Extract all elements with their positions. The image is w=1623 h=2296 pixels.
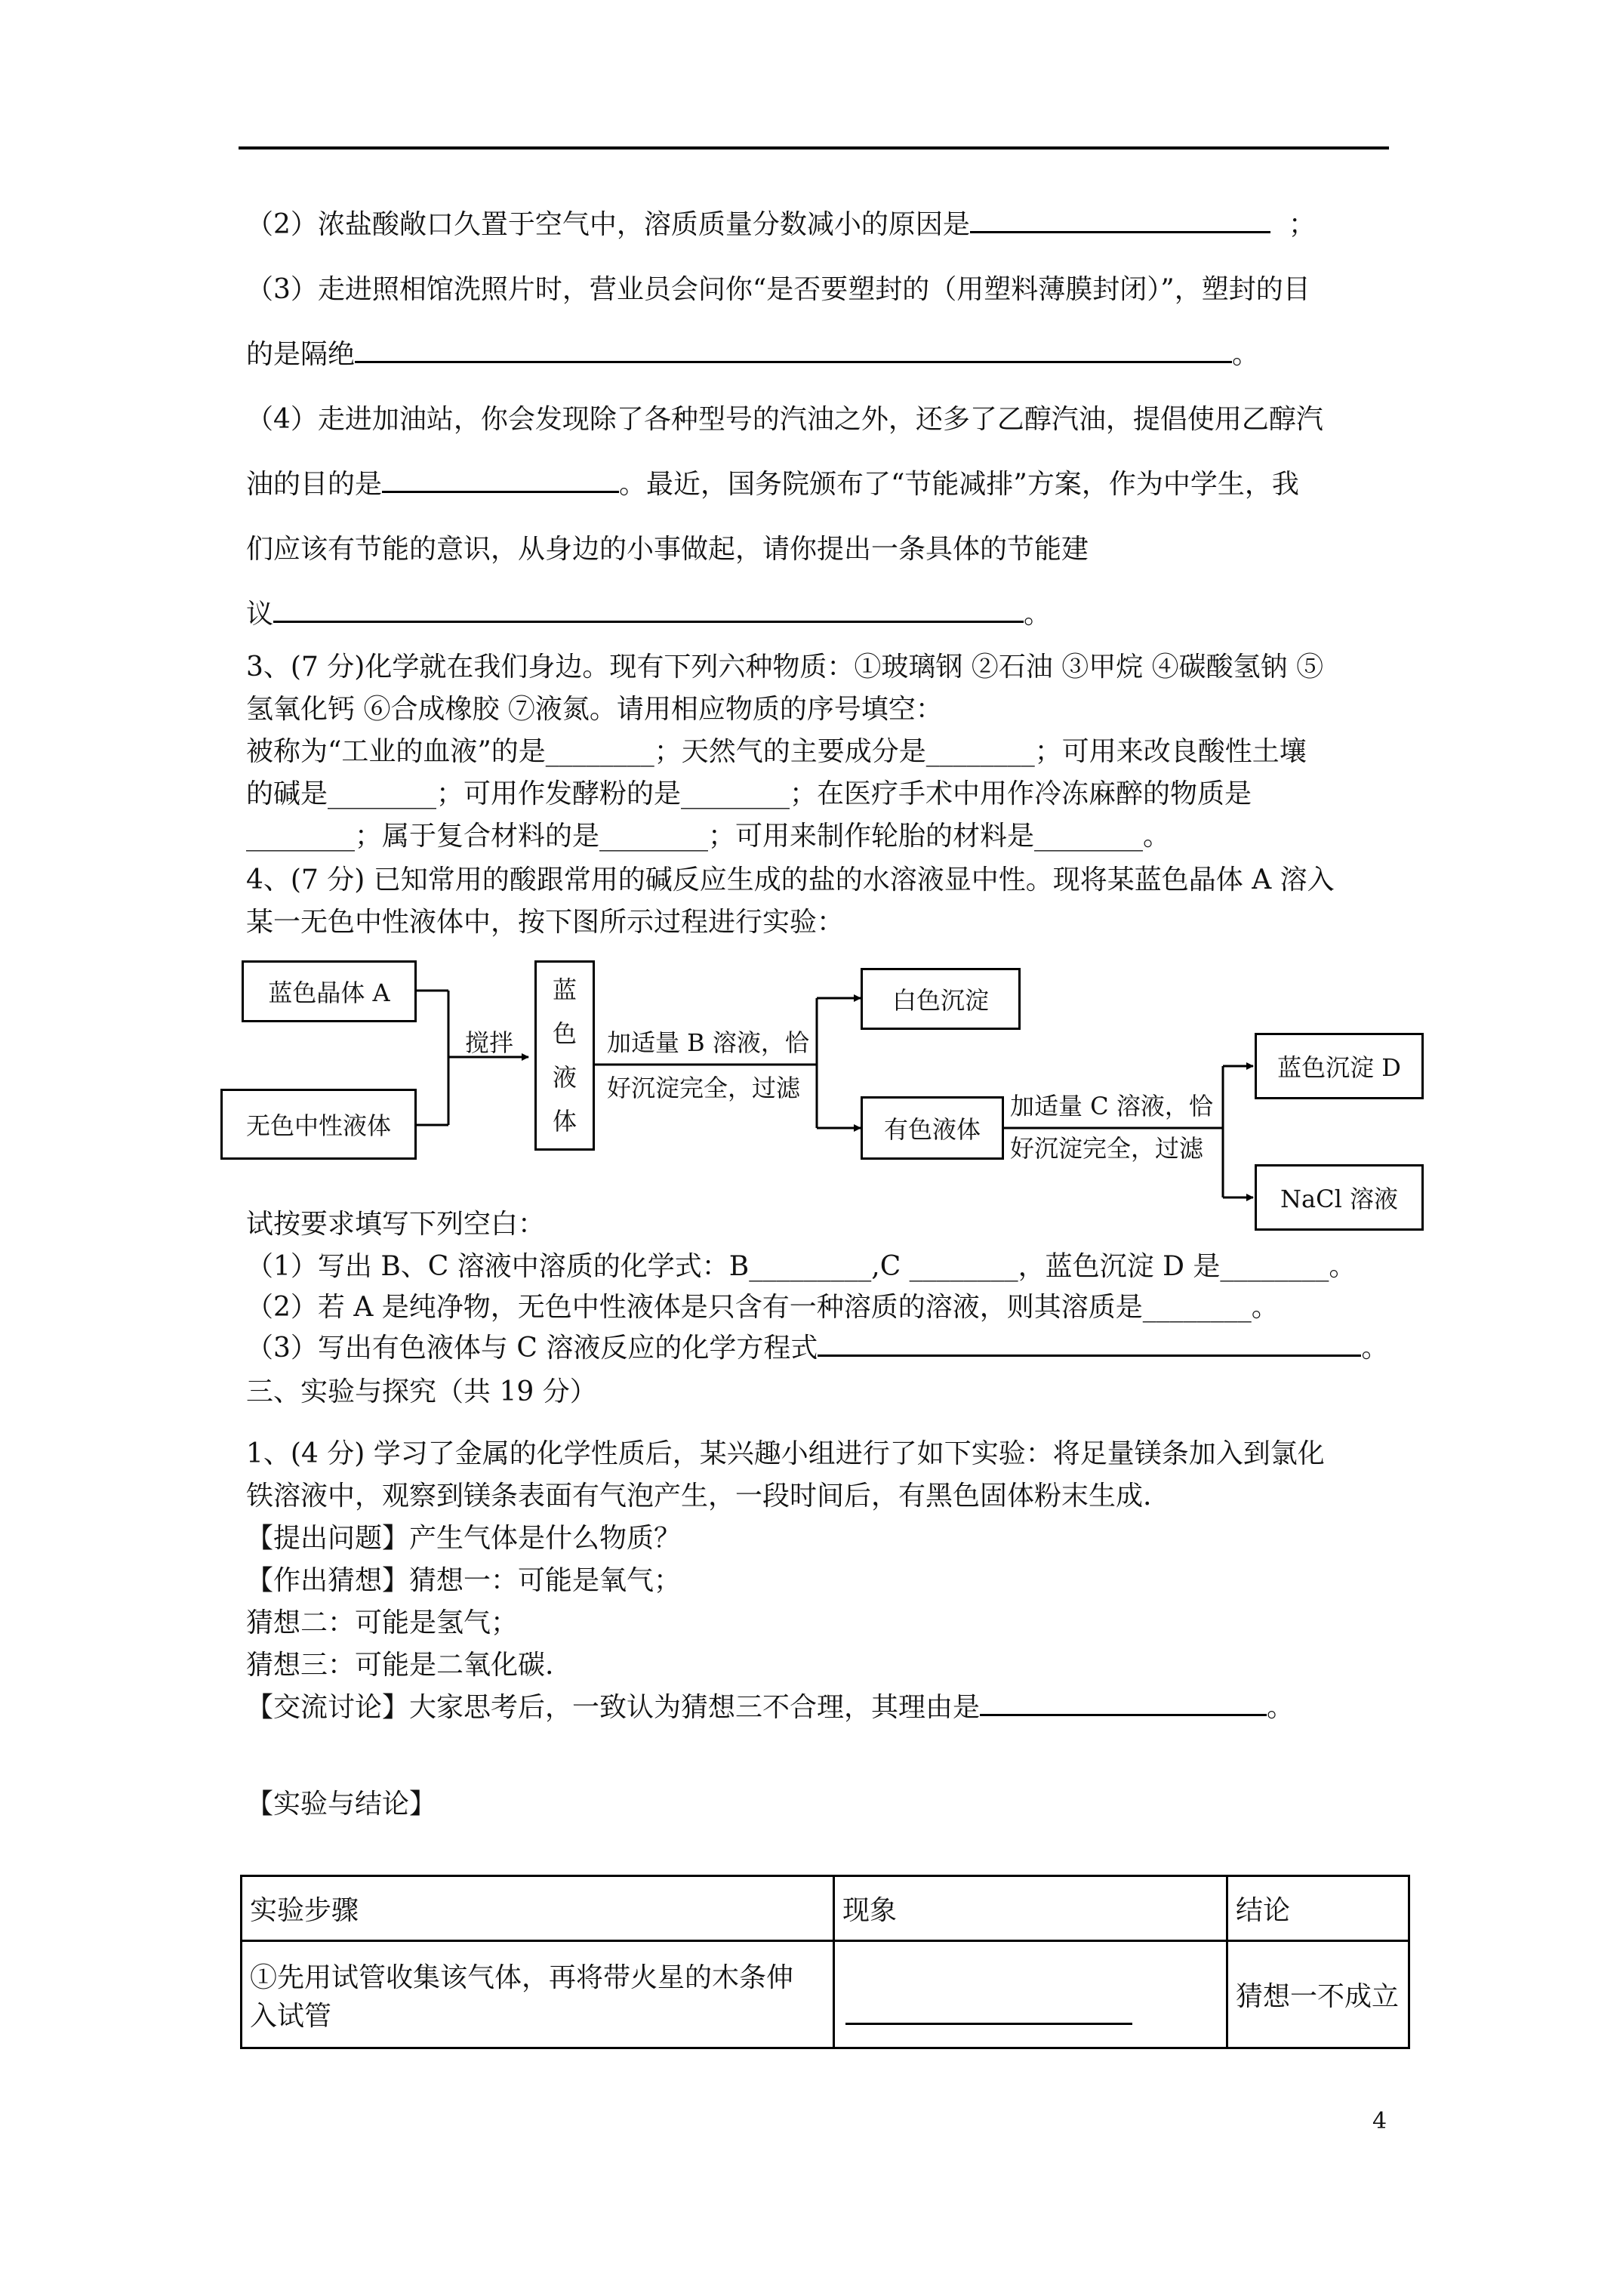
label-add-c-1: 加适量 C 溶液，恰: [1010, 1092, 1213, 1120]
q4-line2: 油的目的是 。最近，国务院颁布了“节能减排”方案，作为中学生，我: [246, 469, 1299, 500]
label-add-c-2: 好沉淀完全，过滤: [1010, 1134, 1204, 1163]
box-blue-liquid: 蓝 色 液 体: [534, 960, 595, 1151]
q3-text-1: 3、(7 分)化学就在我们身边。现有下列六种物质：①玻璃钢 ②石油 ③甲烷 ④碳酸氢钠 ⑤: [246, 652, 1324, 683]
q3-text-5: ________；属于复合材料的是________；可用来制作轮胎的材料是________。: [246, 821, 1171, 852]
discussion-blank[interactable]: [980, 1691, 1267, 1716]
p3-guess2: 猜想二：可能是氢气；: [246, 1607, 519, 1638]
table-header-row: [242, 1876, 1409, 1941]
q3-text-4: 的碱是________；可用作发酵粉的是________；在医疗手术中用作冷冻麻醉的物质是: [246, 778, 1252, 809]
p3-guess1: 【作出猜想】猜想一：可能是氧气；: [246, 1565, 682, 1596]
p3-discussion: 【交流讨论】大家思考后，一致认为猜想三不合理，其理由是 。: [246, 1692, 1295, 1723]
part3-heading: 三、实验与探究（共 19 分）: [246, 1376, 597, 1407]
p3-guess3: 猜想三：可能是二氧化碳.: [246, 1650, 554, 1681]
q4-line3: 们应该有节能的意识，从身边的小事做起，请你提出一条具体的节能建: [246, 534, 1089, 565]
p3-conclusion-heading: 【实验与结论】: [246, 1789, 437, 1820]
q4-intro: 试按要求填写下列空白：: [246, 1209, 546, 1240]
q3-text-2: 氢氧化钙 ⑥合成橡胶 ⑦液氮。请用相应物质的序号填空：: [246, 694, 943, 725]
q4-line4: 议 。: [246, 599, 1052, 630]
q2-line: （2）浓盐酸敞口久置于空气中，溶质质量分数减小的原因是 ；: [246, 209, 1316, 240]
box-blue-precipitate-d: 蓝色沉淀 D: [1255, 1033, 1424, 1099]
page-number: 4: [1372, 2108, 1387, 2134]
label-add-b-2: 好沉淀完全，过滤: [607, 1074, 801, 1102]
p3-q1-line2: 铁溶液中，观察到镁条表面有气泡产生，一段时间后，有黑色固体粉末生成.: [246, 1481, 1152, 1512]
box-white-precipitate: 白色沉淀: [861, 968, 1021, 1030]
p3-q1-line1: 1、(4 分) 学习了金属的化学性质后，某兴趣小组进行了如下实验：将足量镁条加入到氯化: [246, 1438, 1325, 1469]
table-row: [242, 1941, 1409, 2048]
q4-text-1: 4、(7 分) 已知常用的酸跟常用的碱反应生成的盐的水溶液显中性。现将某蓝色晶体 A 溶入: [246, 864, 1335, 895]
p3-question: 【提出问题】产生气体是什么物质？: [246, 1523, 682, 1554]
header-conclusion: 结论: [1227, 1876, 1409, 1941]
header-step: 实验步骤: [242, 1876, 834, 1941]
q3-line2: 的是隔绝 。: [246, 339, 1260, 370]
q4-text-2: 某一无色中性液体中，按下图所示过程进行实验：: [246, 907, 845, 938]
box-blue-crystal-a: 蓝色晶体 A: [242, 960, 417, 1022]
q4-line1: （4）走进加油站，你会发现除了各种型号的汽油之外，还多了乙醇汽油，提倡使用乙醇汽: [246, 404, 1323, 435]
q4-sub1: （1）写出 B、C 溶液中溶质的化学式：B_________,C ________，蓝色沉淀 D 是________。: [246, 1251, 1357, 1282]
q4-sub3: （3）写出有色液体与 C 溶液反应的化学方程式 。: [246, 1333, 1389, 1364]
q4-sub2: （2）若 A 是纯净物，无色中性液体是只含有一种溶质的溶液，则其溶质是________。: [246, 1292, 1279, 1323]
q3-line1: （3）走进照相馆洗照片时，营业员会问你“是否要塑封的（用塑料薄膜封闭）”，塑封的目: [246, 274, 1310, 305]
box-colorless-neutral-liquid: 无色中性液体: [220, 1089, 417, 1160]
box-nacl-solution: NaCl 溶液: [1255, 1164, 1424, 1231]
row1-conclusion: 猜想一不成立: [1227, 1941, 1409, 2048]
experiment-table: [240, 1875, 1410, 2049]
label-stir: 搅拌: [465, 1028, 514, 1057]
phenomenon-blank[interactable]: [845, 2000, 1132, 2025]
header-phenomenon: 现象: [834, 1876, 1227, 1941]
row1-step: ①先用试管收集该气体，再将带火星的木条伸 入试管: [242, 1941, 834, 2048]
label-add-b-1: 加适量 B 溶液，恰: [607, 1028, 809, 1057]
q4-sub3-blank[interactable]: [818, 1332, 1361, 1357]
box-colored-liquid: 有色液体: [861, 1096, 1004, 1160]
row1-phenomenon[interactable]: [834, 1941, 1227, 2048]
q3-text-3: 被称为“工业的血液”的是________；天然气的主要成分是________；可用来改良酸性土壤: [246, 736, 1307, 767]
